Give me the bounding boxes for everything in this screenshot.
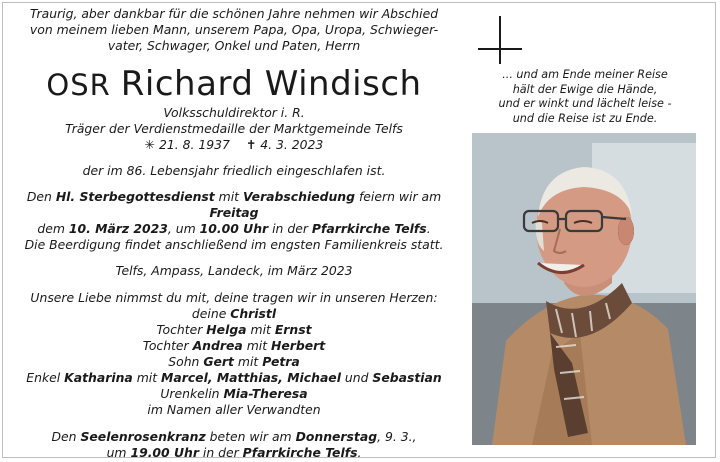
obituary-text [6, 6, 462, 461]
deceased-name [6, 64, 462, 104]
family-daughter: Tochter Andrea mit Herbert [142, 338, 326, 353]
honor: Träger der Verdienstmedaille der Marktgemeinde Telfs [65, 121, 403, 136]
title-prefix: OSR [46, 68, 111, 102]
portrait-illustration [472, 133, 696, 445]
rosary-info [6, 429, 462, 461]
rosary-line-1: Den Seelenrosenkranz beten wir am Donnerstag, 9. 3., [51, 429, 417, 444]
family-intro: Unsere Liebe nimmst du mit, deine tragen wir in unseren Herzen: [30, 290, 438, 305]
place-date: Telfs, Ampass, Landeck, im März 2023 [115, 263, 353, 278]
quote-line: und er winkt und lächelt leise - [498, 97, 672, 110]
family-relatives: im Namen aller Verwandten [147, 402, 321, 417]
death-date: ✝ 4. 3. 2023 [245, 137, 324, 152]
portrait-photo [472, 133, 696, 445]
cross-icon [478, 16, 522, 64]
intro-text [6, 6, 462, 54]
title-block [6, 105, 462, 153]
quote-line: ... und am Ende meiner Reise [502, 68, 668, 81]
age-line: der im 86. Lebensjahr friedlich eingeschlafen ist. [82, 163, 386, 178]
family-son: Sohn Gert mit Petra [168, 354, 300, 369]
service-line-1: Den Hl. Sterbegottesdienst mit Verabschiedung feiern wir am Freitag [26, 189, 442, 220]
rosary-line-2: um 19.00 Uhr in der Pfarrkirche Telfs. [106, 445, 362, 460]
life-dates [6, 137, 462, 153]
quote-line: hält der Ewige die Hände, [512, 82, 658, 96]
profession: Volksschuldirektor i. R. [163, 105, 305, 120]
service-line-3: Die Beerdigung findet anschließend im engsten Familienkreis statt. [24, 237, 444, 252]
intro-line: von meinem lieben Mann, unserem Papa, Opa, Uropa, Schwieger- [29, 22, 439, 37]
family-wife: deine Christl [191, 306, 277, 321]
quote-line: und die Reise ist zu Ende. [512, 111, 658, 125]
family-grandchildren: Enkel Katharina mit Marcel, Matthias, Michael und Sebastian [26, 370, 442, 385]
full-name: Richard Windisch [120, 64, 422, 104]
poem-quote [470, 68, 700, 126]
family-daughter: Tochter Helga mit Ernst [156, 322, 312, 337]
service-line-2: dem 10. März 2023, um 10.00 Uhr in der Pfarrkirche Telfs. [37, 221, 431, 236]
birth-date: ✳ 21. 8. 1937 [144, 137, 230, 152]
intro-line: vater, Schwager, Onkel und Paten, Herrn [107, 38, 361, 53]
service-info [6, 189, 462, 253]
intro-line: Traurig, aber dankbar für die schönen Jahre nehmen wir Abschied [29, 6, 439, 21]
family-great-grandchild: Urenkelin Mia-Theresa [160, 386, 308, 401]
family-list [6, 290, 462, 418]
